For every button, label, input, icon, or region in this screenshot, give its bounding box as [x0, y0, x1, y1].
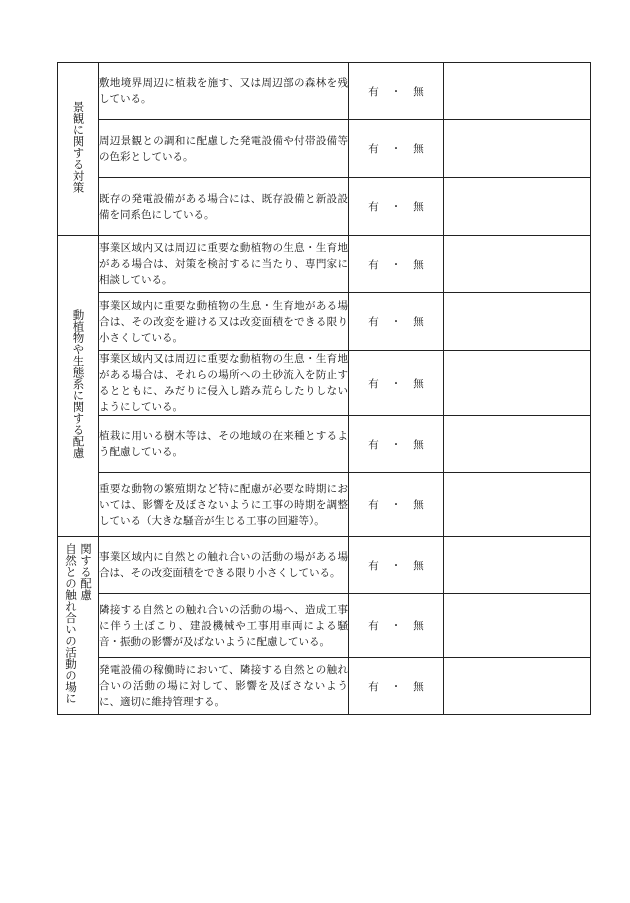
option-yes[interactable]: 有	[368, 438, 379, 451]
option-separator: ・	[390, 143, 402, 155]
yes-no-field[interactable]	[349, 120, 444, 178]
option-separator: ・	[390, 499, 402, 511]
yes-no-field[interactable]	[349, 293, 444, 351]
item-text: 敷地境界周辺に植栽を施す、又は周辺部の森林を残している。	[99, 63, 349, 120]
option-yes[interactable]: 有	[368, 258, 379, 271]
category-label-line2: 関する配慮	[79, 543, 93, 601]
option-yes[interactable]: 有	[368, 499, 379, 511]
option-separator: ・	[390, 438, 402, 451]
option-yes[interactable]: 有	[368, 316, 379, 328]
option-separator: ・	[390, 559, 402, 572]
table-row	[58, 63, 591, 120]
table-row	[58, 178, 591, 236]
option-no[interactable]: 無	[413, 201, 424, 213]
option-no[interactable]: 無	[413, 316, 424, 328]
category-nature-activities	[58, 537, 99, 715]
option-separator: ・	[390, 377, 402, 390]
option-no[interactable]: 無	[413, 559, 424, 572]
category-wildlife	[58, 236, 99, 537]
remarks-cell[interactable]	[444, 473, 591, 537]
option-separator: ・	[390, 85, 402, 98]
table-row	[58, 658, 591, 715]
remarks-cell[interactable]	[444, 537, 591, 594]
yes-no-field[interactable]	[349, 658, 444, 715]
option-separator: ・	[390, 620, 402, 632]
yes-no-field[interactable]	[349, 594, 444, 658]
option-yes[interactable]: 有	[368, 201, 379, 213]
remarks-cell[interactable]	[444, 63, 591, 120]
table-row	[58, 473, 591, 537]
checklist-table	[57, 62, 591, 715]
item-text: 発電設備の稼働時において、隣接する自然との触れ合いの活動の場に対して、影響を及ぼさないように、適切に維持管理する。	[99, 658, 349, 715]
table-row	[58, 594, 591, 658]
option-no[interactable]: 無	[413, 143, 424, 155]
item-text: 隣接する自然との触れ合いの活動の場へ、造成工事に伴う土ぼこり、建設機械や工事用車両による騒音・振動の影響が及ばないように配慮している。	[99, 594, 349, 658]
category-label: 動植物や生態系に関する配慮	[71, 309, 86, 459]
option-no[interactable]: 無	[413, 438, 424, 451]
yes-no-field[interactable]	[349, 351, 444, 416]
option-no[interactable]: 無	[413, 680, 424, 693]
table-row	[58, 236, 591, 293]
item-text: 事業区域内又は周辺に重要な動植物の生息・生育地がある場合は、それらの場所への土砂流入を防止するとともに、みだりに侵入し踏み荒らしたりしないようにしている。	[99, 351, 349, 416]
category-label: 景観に関する対策	[71, 101, 86, 193]
yes-no-field[interactable]	[349, 416, 444, 473]
option-yes[interactable]: 有	[368, 143, 379, 155]
item-text: 植栽に用いる樹木等は、その地域の在来種とするよう配慮している。	[99, 416, 349, 473]
item-text: 事業区域内又は周辺に重要な動植物の生息・生育地がある場合は、対策を検討するに当たり、専門家に相談している。	[99, 236, 349, 293]
category-landscape	[58, 63, 99, 236]
option-no[interactable]: 無	[413, 620, 424, 632]
yes-no-field[interactable]	[349, 537, 444, 594]
option-separator: ・	[390, 680, 402, 693]
option-yes[interactable]: 有	[368, 680, 379, 693]
yes-no-field[interactable]	[349, 63, 444, 120]
item-text: 事業区域内に自然との触れ合いの活動の場がある場合は、その改変面積をできる限り小さくしている。	[99, 537, 349, 594]
option-separator: ・	[390, 201, 402, 213]
remarks-cell[interactable]	[444, 658, 591, 715]
table-row	[58, 120, 591, 178]
table-row	[58, 351, 591, 416]
category-label-line1: 自然との触れ合いの活動の場に	[64, 543, 78, 704]
option-yes[interactable]: 有	[368, 85, 379, 98]
remarks-cell[interactable]	[444, 351, 591, 416]
item-text: 事業区域内に重要な動植物の生息・生育地がある場合は、その改変を避ける又は改変面積をできる限り小さくしている。	[99, 293, 349, 351]
remarks-cell[interactable]	[444, 120, 591, 178]
table-row	[58, 537, 591, 594]
option-yes[interactable]: 有	[368, 377, 379, 390]
option-yes[interactable]: 有	[368, 620, 379, 632]
item-text: 既存の発電設備がある場合には、既存設備と新設設備を同系色にしている。	[99, 178, 349, 236]
option-no[interactable]: 無	[413, 85, 424, 98]
option-separator: ・	[390, 316, 402, 328]
remarks-cell[interactable]	[444, 594, 591, 658]
yes-no-field[interactable]	[349, 236, 444, 293]
option-no[interactable]: 無	[413, 499, 424, 511]
option-no[interactable]: 無	[413, 258, 424, 271]
table-row	[58, 416, 591, 473]
remarks-cell[interactable]	[444, 178, 591, 236]
remarks-cell[interactable]	[444, 416, 591, 473]
yes-no-field[interactable]	[349, 178, 444, 236]
item-text: 周辺景観との調和に配慮した発電設備や付帯設備等の色彩としている。	[99, 120, 349, 178]
option-separator: ・	[390, 258, 402, 271]
remarks-cell[interactable]	[444, 293, 591, 351]
table-row	[58, 293, 591, 351]
option-yes[interactable]: 有	[368, 559, 379, 572]
remarks-cell[interactable]	[444, 236, 591, 293]
option-no[interactable]: 無	[413, 377, 424, 390]
yes-no-field[interactable]	[349, 473, 444, 537]
item-text: 重要な動物の繁殖期など特に配慮が必要な時期においては、影響を及ぼさないように工事の時期を調整している（大きな騒音が生じる工事の回避等）。	[99, 473, 349, 537]
